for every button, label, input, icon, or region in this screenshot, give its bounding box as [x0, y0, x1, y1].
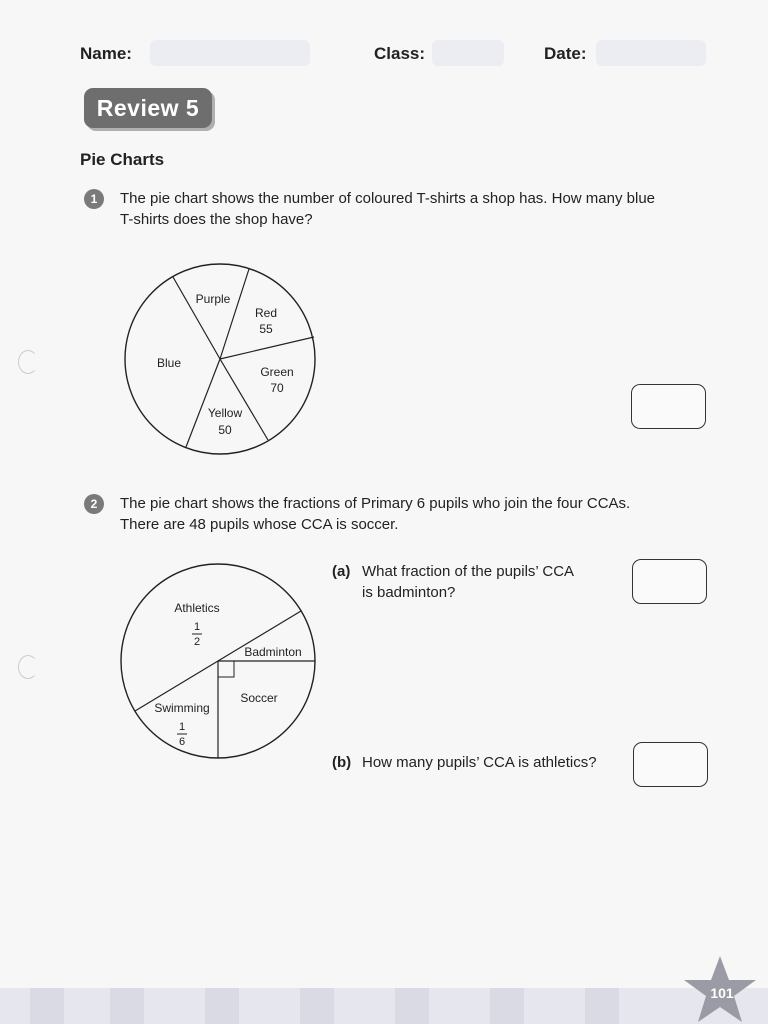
green-label: Green [260, 365, 294, 379]
purple-label: Purple [195, 292, 231, 306]
name-field[interactable] [150, 40, 310, 66]
page-number: 101 [710, 985, 734, 1001]
part-a-text-line1: What fraction of the pupils’ CCA [362, 563, 575, 580]
badminton-label: Badminton [244, 645, 302, 659]
binder-hole-top [18, 350, 38, 374]
yellow-value: 50 [218, 423, 232, 437]
part-a-label: (a) [332, 563, 351, 580]
swimming-fraction-den: 6 [178, 736, 186, 748]
soccer-label: Soccer [240, 691, 278, 705]
question-1-number: 1 [84, 189, 104, 209]
blue-label: Blue [156, 356, 182, 370]
question-2-text-line1: The pie chart shows the fractions of Primary 6 pupils who join the four CCAs. [120, 495, 631, 512]
part-b-text: How many pupils’ CCA is athletics? [362, 754, 597, 771]
binder-hole-bottom [18, 655, 38, 679]
swimming-label: Swimming [154, 701, 210, 715]
part-b-answer-box[interactable] [633, 742, 708, 787]
question-1-answer-box[interactable] [631, 384, 706, 429]
green-value: 70 [270, 381, 284, 395]
class-label: Class: [374, 44, 426, 63]
athletics-fraction-num: 1 [193, 621, 201, 633]
star-page-badge [680, 952, 760, 1024]
name-label: Name: [80, 44, 132, 63]
part-a-answer-box[interactable] [632, 559, 707, 604]
date-label: Date: [544, 44, 587, 63]
question-1-text-line1: The pie chart shows the number of coloured T-shirts a shop has. How many blue [120, 190, 655, 207]
red-label: Red [254, 306, 278, 320]
question-1-text-line2: T-shirts does the shop have? [120, 211, 313, 228]
swimming-fraction-num: 1 [178, 721, 186, 733]
review-badge: Review 5 [84, 88, 212, 128]
athletics-fraction-den: 2 [193, 636, 201, 648]
red-value: 55 [259, 322, 273, 336]
section-title: Pie Charts [80, 150, 165, 169]
question-2-text-line2: There are 48 pupils whose CCA is soccer. [120, 516, 399, 533]
tshirt-pie-chart [116, 256, 326, 462]
cca-pie-chart [116, 560, 328, 764]
class-field[interactable] [432, 40, 504, 66]
athletics-label: Athletics [174, 601, 220, 615]
yellow-label: Yellow [207, 406, 243, 420]
question-2-number: 2 [84, 494, 104, 514]
date-field[interactable] [596, 40, 706, 66]
part-a-text-line2: is badminton? [362, 584, 456, 601]
footer-band [0, 988, 768, 1024]
part-b-label: (b) [332, 754, 352, 771]
